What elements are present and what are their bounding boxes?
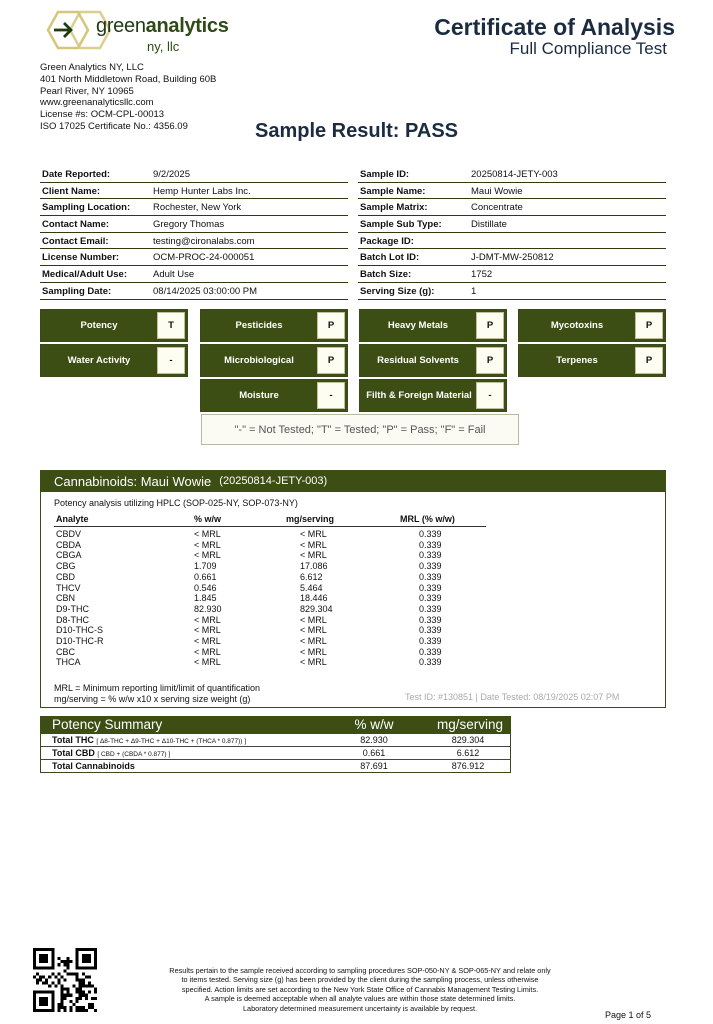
info-value: Maui Wowie [471, 185, 523, 197]
potency-mg: 876.912 [451, 761, 485, 771]
sample-result-heading: Sample Result: PASS [254, 120, 459, 142]
info-value: J-DMT-MW-250812 [471, 252, 554, 264]
info-value: 1 [471, 285, 477, 297]
analyte-name: THCA [56, 657, 81, 668]
potency-mg: 6.612 [456, 748, 480, 758]
arrow-right-icon [54, 23, 71, 37]
analyte-mrl: 0.339 [419, 582, 442, 593]
test-box-microbiological [200, 344, 348, 377]
footer-line: A sample is deemed acceptable when all analyte values are within those state determined limits. [204, 994, 516, 1004]
mrl-definition: MRL = Minimum reporting limit/limit of quantification [54, 683, 260, 693]
analyte-name: CBC [56, 646, 76, 657]
analyte-percent: < MRL [194, 657, 221, 668]
info-value: 08/14/2025 03:00:00 PM [153, 285, 258, 297]
test-status: - [317, 382, 345, 409]
test-label: Mycotoxins [550, 320, 604, 331]
info-value: Concentrate [471, 202, 523, 214]
analyte-name: CBD [56, 571, 76, 582]
logo-subtitle: ny, llc [147, 39, 180, 54]
table-row [54, 604, 486, 615]
analyte-mrl: 0.339 [419, 646, 442, 657]
test-box-pesticides [200, 309, 348, 342]
analyte-mrl: 0.339 [419, 529, 442, 539]
company-website-link[interactable]: www.greenanalyticsllc.com [40, 97, 154, 109]
info-label: Sample Matrix: [360, 202, 428, 214]
info-label: Sampling Date: [42, 285, 112, 297]
potency-summary-header [40, 716, 511, 734]
analyte-name: CBGA [56, 550, 82, 561]
test-label: Residual Solvents [377, 355, 459, 366]
column-header-mrl: MRL (% w/w) [400, 514, 455, 524]
analyte-mrl: 0.339 [419, 593, 442, 604]
analyte-percent: 0.661 [194, 571, 217, 582]
table-row [54, 540, 486, 551]
table-row [54, 636, 486, 647]
test-label: Filth & Foreign Material [366, 390, 472, 401]
test-box-heavy-metals [359, 309, 507, 342]
test-label: Moisture [239, 390, 279, 401]
test-status: T [157, 312, 185, 339]
footer-line: Laboratory determined measurement uncertainty is available by request. [242, 1003, 478, 1013]
analyte-percent: 0.546 [194, 582, 217, 593]
info-row [40, 183, 348, 200]
table-row [54, 572, 486, 583]
potency-mg: 829.304 [451, 735, 485, 745]
potency-row-total-cbd [40, 747, 511, 760]
table-row [54, 657, 486, 668]
table-row [54, 529, 486, 540]
analyte-mg-serving: < MRL [300, 646, 327, 657]
contact-email-link[interactable]: testing@cironalabs.com [153, 235, 255, 247]
qr-code-icon[interactable] [33, 948, 97, 1012]
company-line: 401 North Middletown Road, Building 60B [40, 73, 217, 85]
analyte-mg-serving: < MRL [300, 657, 327, 668]
analyte-percent: 1.709 [194, 561, 217, 572]
company-line: ISO 17025 Certificate No.: 4356.09 [40, 120, 188, 132]
table-row [54, 550, 486, 561]
analyte-mrl: 0.339 [419, 603, 442, 614]
test-status: P [476, 347, 504, 374]
info-row [358, 183, 666, 200]
cannabinoids-sample-id: (20250814-JETY-003) [219, 475, 328, 487]
info-row [358, 199, 666, 216]
info-label: Batch Lot ID: [360, 252, 420, 264]
test-status: - [157, 347, 185, 374]
potency-percent: 87.691 [360, 761, 388, 771]
info-value: Hemp Hunter Labs Inc. [153, 185, 251, 197]
analyte-mg-serving: 18.446 [300, 593, 328, 604]
info-label: Contact Email: [42, 235, 109, 247]
table-row [54, 583, 486, 594]
test-status: - [476, 382, 504, 409]
analyte-mg-serving: 6.612 [300, 571, 323, 582]
analyte-mrl: 0.339 [419, 539, 442, 550]
analyte-name: CBDV [56, 529, 82, 539]
analyte-mg-serving: < MRL [300, 614, 327, 625]
table-row [54, 625, 486, 636]
analyte-name: D9-THC [56, 603, 89, 614]
info-value: Distillate [471, 219, 507, 231]
potency-col-percent: % w/w [354, 717, 394, 732]
info-value: OCM-PROC-24-000051 [153, 252, 255, 264]
analyte-mg-serving: 17.086 [300, 561, 328, 572]
potency-row-total-cannabinoids [40, 760, 511, 773]
footer-line: specified. Action limits are set according to the New York State Office of Cannabis Management Testing Limits. [181, 984, 539, 994]
test-box-residual-solvents [359, 344, 507, 377]
analyte-mg-serving: 829.304 [300, 603, 333, 614]
column-header-percent: % w/w [194, 514, 222, 524]
test-status: P [635, 347, 663, 374]
info-row [358, 266, 666, 283]
table-row [54, 593, 486, 604]
sample-info-left [40, 166, 348, 300]
analyte-percent: < MRL [194, 614, 221, 625]
potency-name: Total Cannabinoids [52, 761, 135, 771]
analyte-mrl: 0.339 [419, 550, 442, 561]
status-legend: "-" = Not Tested; "T" = Tested; "P" = Pass; "F" = Fail [201, 414, 519, 445]
analyte-percent: < MRL [194, 550, 221, 561]
analyte-mrl: 0.339 [419, 571, 442, 582]
info-label: Medical/Adult Use: [42, 269, 127, 281]
potency-percent: 82.930 [360, 735, 388, 745]
analysis-method: Potency analysis utilizing HPLC (SOP-025-NY, SOP-073-NY) [54, 498, 298, 508]
info-value: 1752 [471, 269, 493, 281]
info-row [40, 199, 348, 216]
analyte-name: CBN [56, 593, 76, 604]
certificate-subtitle: Full Compliance Test [509, 39, 667, 58]
potency-percent: 0.661 [362, 748, 386, 758]
analyte-percent: 82.930 [194, 603, 222, 614]
serving-definition: mg/serving = % w/w x10 x serving size weight (g) [54, 694, 251, 704]
sample-info-right [358, 166, 666, 300]
test-status: P [476, 312, 504, 339]
test-label: Pesticides [235, 320, 283, 331]
info-row [40, 283, 348, 300]
table-row [54, 615, 486, 626]
logo-wordmark: greenanalytics [96, 15, 229, 37]
analyte-mrl: 0.339 [419, 657, 442, 668]
company-line: License #s: OCM-CPL-00013 [40, 109, 165, 121]
test-box-moisture [200, 379, 348, 412]
info-row [40, 266, 348, 283]
analyte-percent: < MRL [194, 539, 221, 550]
info-row [40, 249, 348, 266]
analyte-name: D8-THC [56, 614, 89, 625]
info-value: Rochester, New York [153, 202, 242, 214]
potency-name: Total CBD [ CBD + (CBDA * 0.877) ] [52, 748, 171, 758]
info-label: Contact Name: [42, 219, 110, 231]
analyte-percent: < MRL [194, 625, 221, 636]
test-box-water-activity [40, 344, 188, 377]
footer-line: to items tested. Serving size (g) has been provided by the client during the sampling process, unless otherwise [181, 975, 539, 985]
analyte-percent: < MRL [194, 636, 221, 646]
footer-line: Results pertain to the sample received according to sampling procedures SOP-050-NY & SOP-065-NY and relate only [169, 966, 551, 975]
analyte-percent: 1.845 [194, 593, 217, 604]
info-row [358, 283, 666, 300]
analyte-mg-serving: < MRL [300, 625, 327, 636]
test-box-terpenes [518, 344, 666, 377]
column-header-analyte: Analyte [56, 514, 89, 524]
info-label: Package ID: [360, 235, 414, 247]
test-label: Water Activity [67, 355, 131, 366]
table-header-divider [54, 526, 486, 527]
info-value: 9/2/2025 [153, 169, 190, 180]
test-box-potency [40, 309, 188, 342]
analyte-mg-serving: < MRL [300, 539, 327, 550]
analyte-mg-serving: 5.464 [300, 582, 323, 593]
analyte-name: CBDA [56, 539, 82, 550]
analyte-mg-serving: < MRL [300, 529, 327, 539]
info-label: License Number: [42, 252, 120, 264]
analyte-mrl: 0.339 [419, 561, 442, 572]
analyte-mg-serving: < MRL [300, 636, 327, 646]
info-label: Date Reported: [42, 169, 111, 180]
table-row [54, 561, 486, 572]
info-row [40, 233, 348, 250]
analyte-percent: < MRL [194, 529, 221, 539]
info-label: Sample Name: [360, 185, 426, 197]
certificate-title: Certificate of Analysis [434, 14, 675, 40]
info-label: Sample ID: [360, 169, 410, 180]
info-label: Sample Sub Type: [360, 219, 442, 231]
company-line: Green Analytics NY, LLC [40, 62, 144, 73]
analyte-name: CBG [56, 561, 76, 572]
column-header-mg-serving: mg/serving [286, 514, 335, 524]
table-row [54, 647, 486, 658]
test-label: Heavy Metals [387, 320, 449, 331]
info-value: Adult Use [153, 269, 195, 281]
cannabinoids-title: Cannabinoids: Maui Wowie [54, 473, 212, 489]
test-box-mycotoxins [518, 309, 666, 342]
potency-name: Total THC [ Δ8-THC + Δ9-THC + Δ10-THC + (THCA * 0.877)) ] [52, 735, 247, 745]
potency-summary-title: Potency Summary [52, 717, 163, 732]
info-value: 20250814-JETY-003 [471, 169, 558, 180]
info-label: Sampling Location: [42, 202, 131, 214]
info-row [358, 233, 666, 250]
info-value: Gregory Thomas [153, 219, 225, 231]
test-box-filth-foreign-material [359, 379, 507, 412]
info-label: Client Name: [42, 185, 101, 197]
mrl-footnote [54, 683, 260, 705]
company-line: Pearl River, NY 10965 [40, 85, 134, 97]
test-label: Terpenes [556, 355, 598, 366]
analyte-mrl: 0.339 [419, 625, 442, 636]
cannabinoids-header [40, 470, 666, 492]
analyte-name: THCV [56, 582, 81, 593]
info-label: Serving Size (g): [360, 285, 435, 297]
info-label: Batch Size: [360, 269, 412, 281]
test-status: P [317, 312, 345, 339]
potency-row-total-thc [40, 734, 511, 747]
info-row [40, 216, 348, 233]
test-status: P [635, 312, 663, 339]
analyte-mrl: 0.339 [419, 636, 442, 646]
info-row [40, 166, 348, 183]
analyte-name: D10-THC-S [56, 625, 104, 636]
test-id-date: Test ID: #130851 | Date Tested: 08/19/2025 02:07 PM [405, 692, 620, 702]
test-label: Microbiological [224, 355, 294, 366]
analyte-name: D10-THC-R [56, 636, 104, 646]
info-row [358, 166, 666, 183]
page-number: Page 1 of 5 [604, 1010, 651, 1020]
analyte-mg-serving: < MRL [300, 550, 327, 561]
info-row [358, 249, 666, 266]
info-row [358, 216, 666, 233]
footer-disclaimer [120, 966, 600, 1013]
test-label: Potency [80, 320, 118, 331]
analyte-percent: < MRL [194, 646, 221, 657]
analyte-mrl: 0.339 [419, 614, 442, 625]
potency-col-mg: mg/serving [436, 717, 504, 732]
test-status: P [317, 347, 345, 374]
